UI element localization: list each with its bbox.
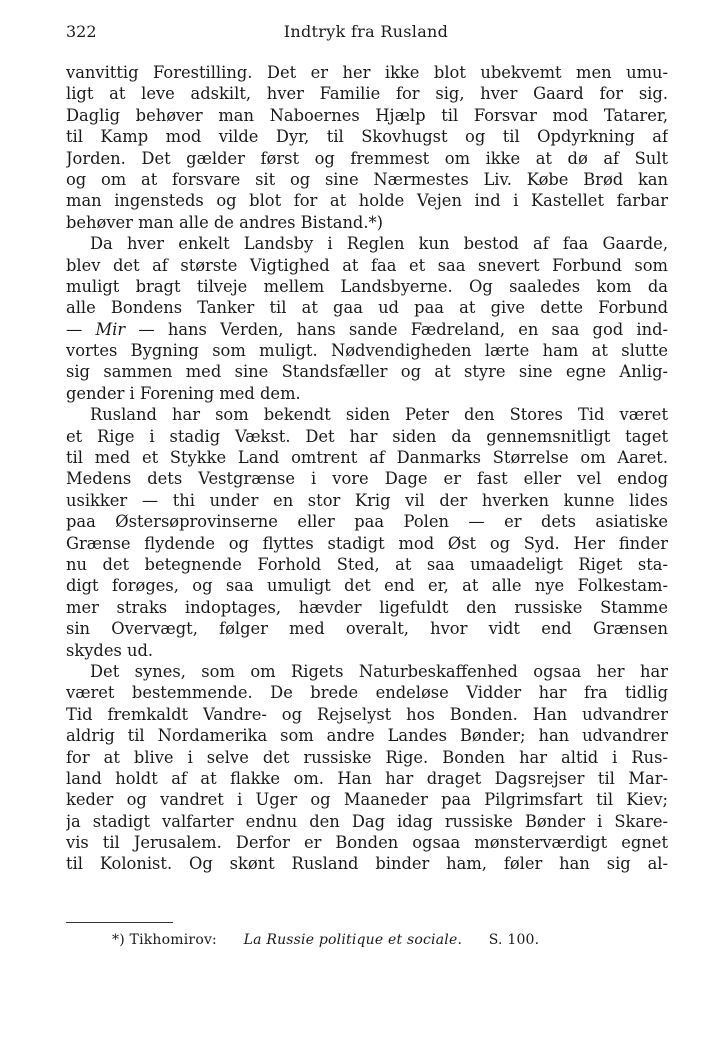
text-line: for at blive i selve det russiske Rige. Bonden har altid i Rus- — [66, 747, 668, 767]
text-line: gender i Forening med dem. — [66, 383, 301, 403]
text-line: og om at forsvare sit og sine Nærmestes Liv. Købe Brød kan — [66, 169, 668, 189]
footnote-page-ref: S. 100. — [488, 932, 540, 948]
running-title: Indtryk fra Rusland — [283, 22, 449, 41]
text-line: usikker — thi under en stor Krig vil der hverken kunne lides — [66, 490, 668, 510]
footnote-author: Tikhomirov: — [129, 932, 217, 948]
text-line: Daglig behøver man Naboernes Hjælp til Forsvar mod Tatarer, — [66, 105, 668, 125]
text-line: land holdt af at flakke om. Han har draget Dagsrejser til Mar- — [66, 768, 668, 788]
text-line: Jorden. Det gælder først og fremmest om ikke at dø af Sult — [66, 148, 668, 168]
text-line: sig sammen med sine Standsfæller og at styre sine egne Anlig- — [66, 362, 668, 382]
text-line: Det synes, som om Rigets Naturbeskaffenhed ogsaa her har — [90, 661, 668, 681]
text-line: Tid fremkaldt Vandre- og Rejselyst hos Bonden. Han udvandrer — [66, 704, 668, 724]
text-line: vanvittig Forestilling. Det er her ikke blot ubekvemt men umu- — [66, 63, 668, 82]
text-line: ja stadigt valfarter endnu den Dag idag russiske Bønder i Skare- — [66, 811, 668, 831]
text-line: Medens dets Vestgrænse i vore Dage er fast eller vel endog — [66, 469, 668, 489]
footnote — [112, 932, 539, 948]
footnote-rule — [66, 922, 173, 923]
text-line: et Rige i stadig Vækst. Det har siden da gennemsnitligt taget — [66, 426, 668, 446]
page-header — [66, 22, 666, 44]
text-line: behøver man alle de andres Bistand.*) — [66, 212, 384, 232]
text-line: blev det af største Vigtighed at faa et saa snevert Forbund som — [66, 255, 668, 275]
text-line: til Kamp mod vilde Dyr, til Skovhugst og til Opdyrkning af — [66, 127, 668, 147]
text-line: ligt at leve adskilt, hver Familie for sig, hver Gaard for sig. — [66, 84, 668, 104]
text-line: Da hver enkelt Landsby i Reglen kun bestod af faa Gaarde, — [90, 234, 668, 254]
text-line: Grænse flydende og flyttes stadigt mod Øst og Syd. Her finder — [66, 533, 668, 553]
text-line: mer straks indoptages, hævder ligefuldt den russiske Stamme — [66, 597, 668, 617]
text-line: til Kolonist. Og skønt Rusland binder ham, føler han sig al- — [66, 854, 668, 874]
line-rest: — hans Verden, hans sande Fædreland, en saa god ind- — [125, 319, 668, 339]
text-line: været bestemmende. De brede endeløse Vidder har fra tidlig — [66, 683, 668, 703]
text-line: aldrig til Nordamerika som andre Landes Bønder; han udvandrer — [66, 726, 668, 746]
text-line: til med et Stykke Land omtrent af Danmarks Størrelse om Aaret. — [66, 448, 668, 468]
footnote-title: La Russie politique et sociale. — [243, 932, 463, 948]
text-line — [66, 319, 668, 340]
text-line: muligt bragt tilveje mellem Landsbyerne. Og saaledes kom da — [66, 276, 668, 296]
footnote-marker: *) — [112, 932, 125, 948]
line-prefix: — — [66, 319, 96, 339]
text-line: alle Bondens Tanker til at gaa ud paa at give dette Forbund — [66, 298, 668, 318]
italic-term: Mir — [95, 319, 126, 339]
page-number: 322 — [66, 22, 97, 41]
text-line: Rusland har som bekendt siden Peter den Stores Tid været — [90, 405, 668, 425]
text-line: nu det betegnende Forhold Sted, at saa umaadeligt Riget sta- — [66, 554, 668, 574]
text-line: man ingensteds og blot for at holde Vejen ind i Kastellet farbar — [66, 191, 668, 211]
body-text — [66, 62, 668, 875]
text-line: vortes Bygning som muligt. Nødvendigheden lærte ham at slutte — [66, 341, 668, 361]
text-line: digt forøges, og saa umuligt det end er, at alle nye Folkestam- — [66, 576, 668, 596]
text-line: vis til Jerusalem. Derfor er Bonden ogsaa mønsterværdigt egnet — [66, 833, 668, 853]
text-line: paa Østersøprovinserne eller paa Polen — er dets asiatiske — [66, 512, 668, 532]
text-line: keder og vandret i Uger og Maaneder paa Pilgrimsfart til Kiev; — [66, 790, 668, 810]
text-line: skydes ud. — [66, 640, 154, 660]
text-line: sin Overvægt, følger med overalt, hvor vidt end Grænsen — [66, 619, 668, 639]
